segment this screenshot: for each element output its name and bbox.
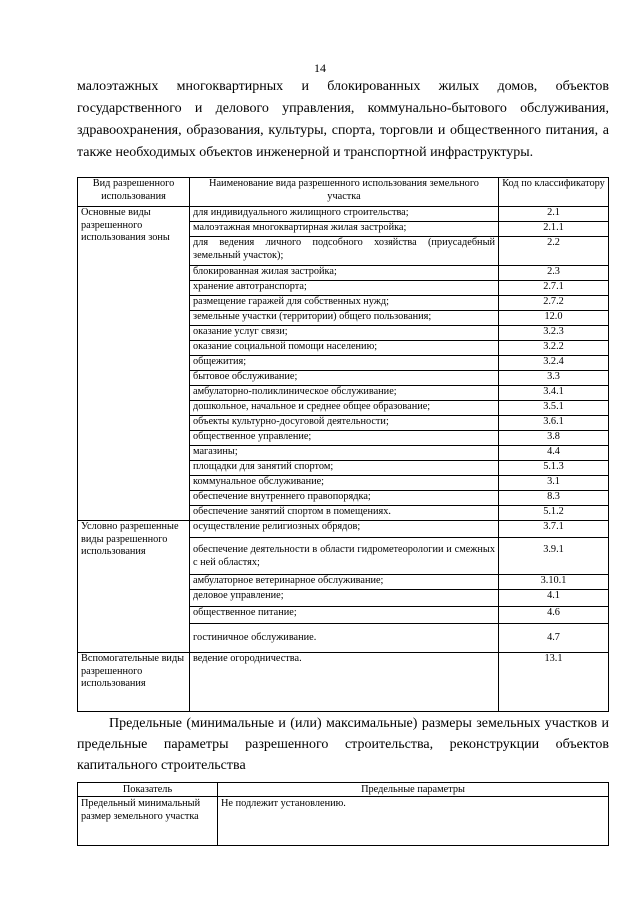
use-code: 2.7.1	[499, 281, 609, 296]
use-code: 3.1	[499, 476, 609, 491]
use-code: 8.3	[499, 491, 609, 506]
group-auxiliary-uses: Вспомогательные виды разрешенного использования	[78, 653, 190, 712]
use-name: бытовое обслуживание;	[190, 371, 499, 386]
use-code: 4.4	[499, 446, 609, 461]
table-row	[78, 653, 609, 712]
use-code: 3.2.4	[499, 356, 609, 371]
use-code: 4.6	[499, 607, 609, 624]
parameter-value-cell: Не подлежит установлению.	[218, 797, 609, 846]
use-name: малоэтажная многоквартирная жилая застройка;	[190, 222, 499, 237]
use-code: 3.5.1	[499, 401, 609, 416]
use-code: 3.4.1	[499, 386, 609, 401]
permitted-uses-table	[77, 177, 609, 712]
use-name: общественное управление;	[190, 431, 499, 446]
use-name: объекты культурно-досуговой деятельности;	[190, 416, 499, 431]
use-name: для индивидуального жилищного строительства;	[190, 207, 499, 222]
use-code: 2.3	[499, 266, 609, 281]
use-code: 3.9.1	[499, 538, 609, 575]
header-indicator: Показатель	[78, 783, 218, 797]
use-name: деловое управление;	[190, 590, 499, 607]
header-use-type: Вид разрешенного использования	[78, 178, 190, 207]
use-code: 3.3	[499, 371, 609, 386]
use-name: земельные участки (территории) общего пользования;	[190, 311, 499, 326]
use-name: амбулаторно-поликлиническое обслуживание;	[190, 386, 499, 401]
use-name: хранение автотранспорта;	[190, 281, 499, 296]
group-main-uses: Основные виды разрешенного использования зоны	[78, 207, 190, 521]
use-code: 3.7.1	[499, 521, 609, 538]
use-name: гостиничное обслуживание.	[190, 624, 499, 653]
use-code: 3.2.3	[499, 326, 609, 341]
use-code: 2.1.1	[499, 222, 609, 237]
use-code: 3.2.2	[499, 341, 609, 356]
use-name: оказание социальной помощи населению;	[190, 341, 499, 356]
use-name: общественное питание;	[190, 607, 499, 624]
header-use-name: Наименование вида разрешенного использования земельного участка	[190, 178, 499, 207]
use-name: оказание услуг связи;	[190, 326, 499, 341]
use-code: 2.7.2	[499, 296, 609, 311]
table-row	[78, 521, 609, 538]
use-code: 3.10.1	[499, 575, 609, 590]
limits-paragraph: Предельные (минимальные и (или) максимальные) размеры земельных участков и предельные параметры разрешенного строительства, реконструкции объектов капитального строительства	[77, 716, 609, 773]
use-name: для ведения личного подсобного хозяйства (приусадебный земельный участок);	[190, 237, 499, 266]
use-name: коммунальное обслуживание;	[190, 476, 499, 491]
use-name: размещение гаражей для собственных нужд;	[190, 296, 499, 311]
intro-paragraph: малоэтажных многоквартирных и блокированных жилых домов, объектов государственного и делового управления, коммунально-бытового обслуживания, здравоохранения, образования, культуры, спорта, торговли и общественного питания, а также необходимых объектов инженерной и транспортной инфраструктуры.	[77, 79, 609, 160]
use-name: общежития;	[190, 356, 499, 371]
header-row	[78, 178, 609, 207]
use-code: 3.8	[499, 431, 609, 446]
use-name: площадки для занятий спортом;	[190, 461, 499, 476]
use-name: блокированная жилая застройка;	[190, 266, 499, 281]
table-row	[78, 797, 609, 846]
use-name: обеспечение деятельности в области гидрометеорологии и смежных с ней областях;	[190, 538, 499, 575]
use-name: ведение огородничества.	[190, 653, 499, 712]
header-row	[78, 783, 609, 797]
limit-parameters-table	[77, 782, 609, 846]
use-name: осуществление религиозных обрядов;	[190, 521, 499, 538]
header-parameters: Предельные параметры	[218, 783, 609, 797]
use-code: 2.2	[499, 237, 609, 266]
use-code: 3.6.1	[499, 416, 609, 431]
use-name: амбулаторное ветеринарное обслуживание;	[190, 575, 499, 590]
use-name: дошкольное, начальное и среднее общее образование;	[190, 401, 499, 416]
use-code: 13.1	[499, 653, 609, 712]
use-name: обеспечение занятий спортом в помещениях.	[190, 506, 499, 521]
use-code: 2.1	[499, 207, 609, 222]
header-code: Код по классификатору	[499, 178, 609, 207]
group-conditional-uses: Условно разрешенные виды разрешенного использования	[78, 521, 190, 653]
indicator-cell: Предельный минимальный размер земельного участка	[78, 797, 218, 846]
use-name: обеспечение внутреннего правопорядка;	[190, 491, 499, 506]
use-code: 4.7	[499, 624, 609, 653]
table-row	[78, 207, 609, 222]
use-name: магазины;	[190, 446, 499, 461]
use-code: 5.1.2	[499, 506, 609, 521]
page-number: 14	[314, 61, 326, 75]
use-code: 5.1.3	[499, 461, 609, 476]
use-code: 4.1	[499, 590, 609, 607]
use-code: 12.0	[499, 311, 609, 326]
